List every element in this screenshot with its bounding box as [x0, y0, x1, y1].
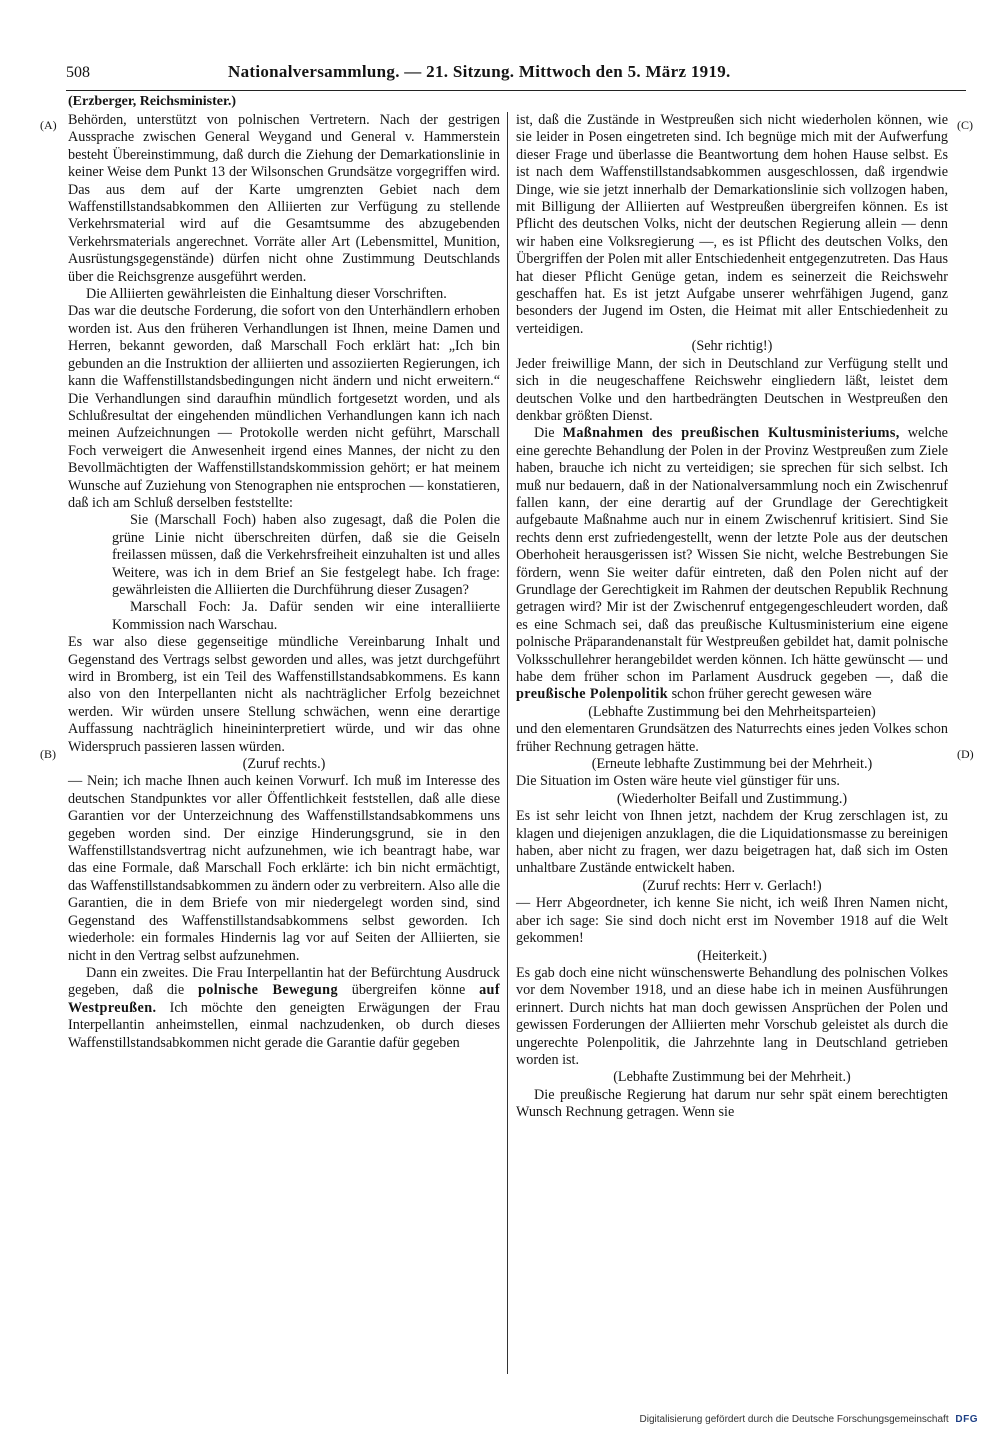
text-run: übergreifen könne: [337, 982, 480, 999]
emphasis: polnische Bewegung: [197, 982, 338, 999]
emphasis: auf Westpreußen.: [68, 982, 500, 1016]
interjection: (Erneute lebhafte Zustimmung bei der Mehrheit.): [591, 756, 873, 773]
text-run: Die: [534, 425, 563, 442]
paragraph: Es ist sehr leicht von Ihnen jetzt, nachdem der Krug zerschlagen ist, zu klagen und diejenigen anzuklagen, die die Liquidationsmasse zu bereinigen haben, aber nicht zu fragen, wer dazu beigetragen hat, daß sich im Osten unhaltbare Zustände entwickelt haben.: [516, 808, 948, 877]
paragraph: — Herr Abgeordneter, ich kenne Sie nicht, ich weiß Ihren Namen nicht, aber ich sage: Sie sind doch nicht erst im November 1918 auf die Welt gekommen!: [516, 895, 948, 947]
emphasis: preußische Polenpolitik: [516, 686, 669, 703]
footer-text: Digitalisierung gefördert durch die Deutsche Forschungsgemeinschaft: [639, 1414, 949, 1425]
column-divider: [507, 112, 508, 1374]
dfg-logo: DFG: [955, 1414, 978, 1425]
margin-marker-c: (C): [957, 118, 973, 132]
paragraph: ist, daß die Zustände in Westpreußen sich nicht wiederholen können, wie sie leider in Posen eingetreten sind. Ich begnüge mich mit der Aufwerfung dieser Frage und überlasse die Beantwortung dem hohen Hause selbst. Es ist nach dem Waffenstillstandsabkommen ausgeschlossen, daß irgendwie Dinge, wie sie jetzt innerhalb der Demarkationslinie sich vollzogen haben, mit Billigung der Alliierten auf Westpreußen übergreifen können. Es ist Pflicht des deutschen Volks, nicht der deutschen Regierung allein — denn wir haben eine Volksregierung —, es ist Pflicht des deutschen Volks, den Übergriffen der Polen mit aller Entschiedenheit entgegenzutreten. Das Haus hat dieser Pflicht Genüge getan, indem es seinerzeit die Reichswehr geschaffen hat. Es ist jetzt Aufgabe unserer wehrfähigen Jugend, ganz besonders der Jugend im Osten, die Heimat mit aller Entschiedenheit zu verteidigen.: [516, 112, 948, 337]
paragraph: — Nein; ich mache Ihnen auch keinen Vorwurf. Ich muß im Interesse des deutschen Standpunktes vor aller Öffentlichkeit feststellen, daß alle diese Garantien vor der Unterzeichnung des Waffenstillstandsabkommens uns gegeben worden sind. Der einzige Hinderungsgrund, sie in den Waffenstillstandsvertrag nicht aufzunehmen, wie ich beantragt habe, war das eine Formale, daß Marschall Foch erklärte: ich bin nicht ermächtigt, das Waffenstillstandsabkommen zu ändern oder zu verbreitern. Also alle die Garantien, die in dem Briefe von mir niedergelegt worden sind, sind Gegenstand des Waffenstillstandsabkommens selbst geworden. Ich wiederhole: ein formales Hindernis lag vor auf Seiten der Alliierten, sie nicht in den Vertrag selbst aufzunehmen.: [68, 773, 500, 964]
interjection: (Zuruf rechts: Herr v. Gerlach!): [642, 877, 822, 894]
left-column: [68, 112, 500, 1377]
interjection: (Heiterkeit.): [697, 947, 767, 964]
page-header: [66, 60, 966, 91]
paragraph: Es war also diese gegenseitige mündliche Vereinbarung Inhalt und Gegenstand des Vertrags selbst geworden und alles, was jetzt durchgeführt wird in Bromberg, ist ein Teil des Waffenstillstandsabkommens. Es kann also von den Interpellanten nicht als nachträglicher Erfolg bezeichnet werden. Wir würden unsere Stellung schwächen, wenn eine derartige Auffassung nachträglich hineininterpretiert würde, und wir das ohne Widerspruch passieren lassen würden.: [68, 634, 500, 755]
margin-marker-a: (A): [40, 118, 57, 132]
right-column: [516, 112, 948, 1377]
interjection: (Zuruf rechts.): [242, 756, 326, 773]
interjection: (Sehr richtig!): [691, 338, 773, 355]
text-run: welche eine gerechte Behandlung der Polen in der Provinz Westpreußen zum Ziele haben, brauche ich nicht zu verteidigen; sie sprechen für sich selbst. Ich muß nur bedauern, daß in der Nationalversammlung noch ein Zwischenruf fallen kann, der eine derartig auf der Grundlage der Gerechtigkeit aufgebaute Maßnahme auch nur in einem Zwischenruf kritisiert. Sind Sie rechts denn erst zufriedengestellt, wenn der letzte Pole aus der deutschen Oberhoheit herausgerissen ist? Wissen Sie nicht, welche Bestrebungen Sie fördern, wenn Sie weiter dafür eintreten, daß den Polen nicht auf der Grundlage der Gerechtigkeit im Rahmen der deutschen Republik Rechnung getragen wird? Mir ist der Zwischenruf entgegengeschleudert worden, daß es eine Schmach sei, daß das preußische Kultusministerium eine eigene polnische Präparandenanstalt für Westpreußen gebildet hat, damit polnische Volksschullehrer herangebildet werden können. Ich hätte gewünscht — und habe dem früher schon im Parlament Ausdruck gegeben —, daß die: [516, 425, 948, 685]
emphasis: Maßnahmen des preußischen Kultusministeriums,: [562, 425, 900, 442]
margin-marker-d: (D): [957, 747, 974, 761]
speaker-label: (Erzberger, Reichsminister.): [68, 94, 237, 109]
text-run: schon früher gerecht gewesen wäre: [668, 686, 872, 703]
interjection: (Lebhafte Zustimmung bei den Mehrheitsparteien): [588, 703, 876, 720]
interjection: (Lebhafte Zustimmung bei der Mehrheit.): [613, 1069, 851, 1086]
quote-paragraph: Sie (Marschall Foch) haben also zugesagt, daß die Polen die grüne Linie nicht überschreiten dürfen, daß sie die Geiseln freilassen müssen, daß die Verkehrsfreiheit einzuhalten ist und alles Weitere, was ich in dem Brief an Sie festgelegt habe. Ich frage: gewährleisten die Alliierten die Durchführung dieser Zusagen?: [112, 512, 500, 598]
page-number: 508: [66, 64, 90, 81]
paragraph: Jeder freiwillige Mann, der sich in Deutschland zur Verfügung stellt und sich in die neugeschaffene Reichswehr eingliedern läßt, leistet dem deutschen Volke und den hartbedrängten Deutschen in Westpreußen den denkbar größten Dienst.: [516, 355, 948, 424]
text-run: Dann ein zweites. Die Frau Interpellantin hat der Befürchtung Ausdruck gegeben, daß die: [68, 964, 500, 999]
paragraph: Behörden, unterstützt von polnischen Vertretern. Nach der gestrigen Aussprache zwischen General Weygand und General v. Hammerstein besteht Übereinstimmung, daß durch die Ziehung der Demarkationslinie in keiner Weise dem Punkt 13 der Wilsonschen Grundsätze vorgegriffen wird. Das aus dem auf der Karte umgrenzten Gebiet nach dem Waffenstillstandsabkommen den Alliierten zur Verfügung zu stellende Verkehrsmaterial wird auf die Gesamtsumme des abzugebenden Verkehrsmaterials angerechnet. Vorräte aller Art (Lebensmittel, Munition, Ausrüstungsgegenstände) dürfen nicht ohne Zustimmung Deutschlands über die Reichsgrenze ausgeführt werden.: [68, 112, 500, 285]
margin-marker-b: (B): [40, 747, 56, 761]
paragraph: Die preußische Regierung hat darum nur sehr spät einem berechtigten Wunsch Rechnung getragen. Wenn sie: [516, 1086, 948, 1121]
running-title: Nationalversammlung. — 21. Sitzung. Mittwoch den 5. März 1919.: [228, 62, 731, 81]
paragraph: Es gab doch eine nicht wünschenswerte Behandlung des polnischen Volkes vor dem November 1918, und an diese habe ich in meinen Ausführungen erinnert. Durch nichts hat man doch gewissen Ansprüchen der Polen und gewissen Forderungen der Alliierten mehr Vorschub geleistet als durch die ungerechte Polenpolitik, die Jahrzehnte lang in Deutschland getrieben worden ist.: [516, 964, 948, 1068]
interjection: (Wiederholter Beifall und Zustimmung.): [616, 790, 848, 807]
footer-credit: [640, 1414, 978, 1425]
paragraph: [516, 425, 948, 704]
paragraph: Die Alliierten gewährleisten die Einhaltung dieser Vorschriften.: [86, 286, 447, 303]
paragraph: Das war die deutsche Forderung, die sofort von den Unterhändlern erhoben worden ist. Aus den früheren Verhandlungen ist Ihnen, meine Damen und Herren, bekannt geworden, daß Marschall Foch erklärt hat: „Ich bin gebunden an die Instruktion der alliierten und assoziierten Regierungen, ich kann die Waffenstillstandsbedingungen nicht ändern und nicht erweitern.“ Die Verhandlungen sind daraufhin mündlich fortgesetzt worden, und als Schlußresultat der eingehenden mündlichen Verhandlungen kann ich nach meinen Aufzeichnungen — Protokolle werden nicht geführt, Marschall Foch verweigert die Anwesenheit irgend eines Mannes, der nicht zu den Bevollmächtigten der Waffenstillstandskommission gehört; er hat meinem Wunsche auf Zuziehung von Stenographen nie entsprochen — konstatieren, daß ich am Schluß derselben feststellte:: [68, 303, 500, 511]
paragraph: und den elementaren Grundsätzen des Naturrechts eines jeden Volkes schon früher Rechnung getragen hätte.: [516, 721, 948, 755]
text-run: Ich möchte den geneigten Erwägungen der Frau Interpellantin anheimstellen, einmal nachzudenken, ob durch dieses Waffenstillstandsabkommen nicht gerade die Garantie dafür gegeben: [68, 999, 500, 1051]
quote-paragraph: Marschall Foch: Ja. Dafür senden wir eine interalliierte Kommission nach Warschau.: [112, 599, 500, 633]
paragraph: [68, 965, 500, 1052]
paragraph: Die Situation im Osten wäre heute viel günstiger für uns.: [516, 773, 840, 790]
